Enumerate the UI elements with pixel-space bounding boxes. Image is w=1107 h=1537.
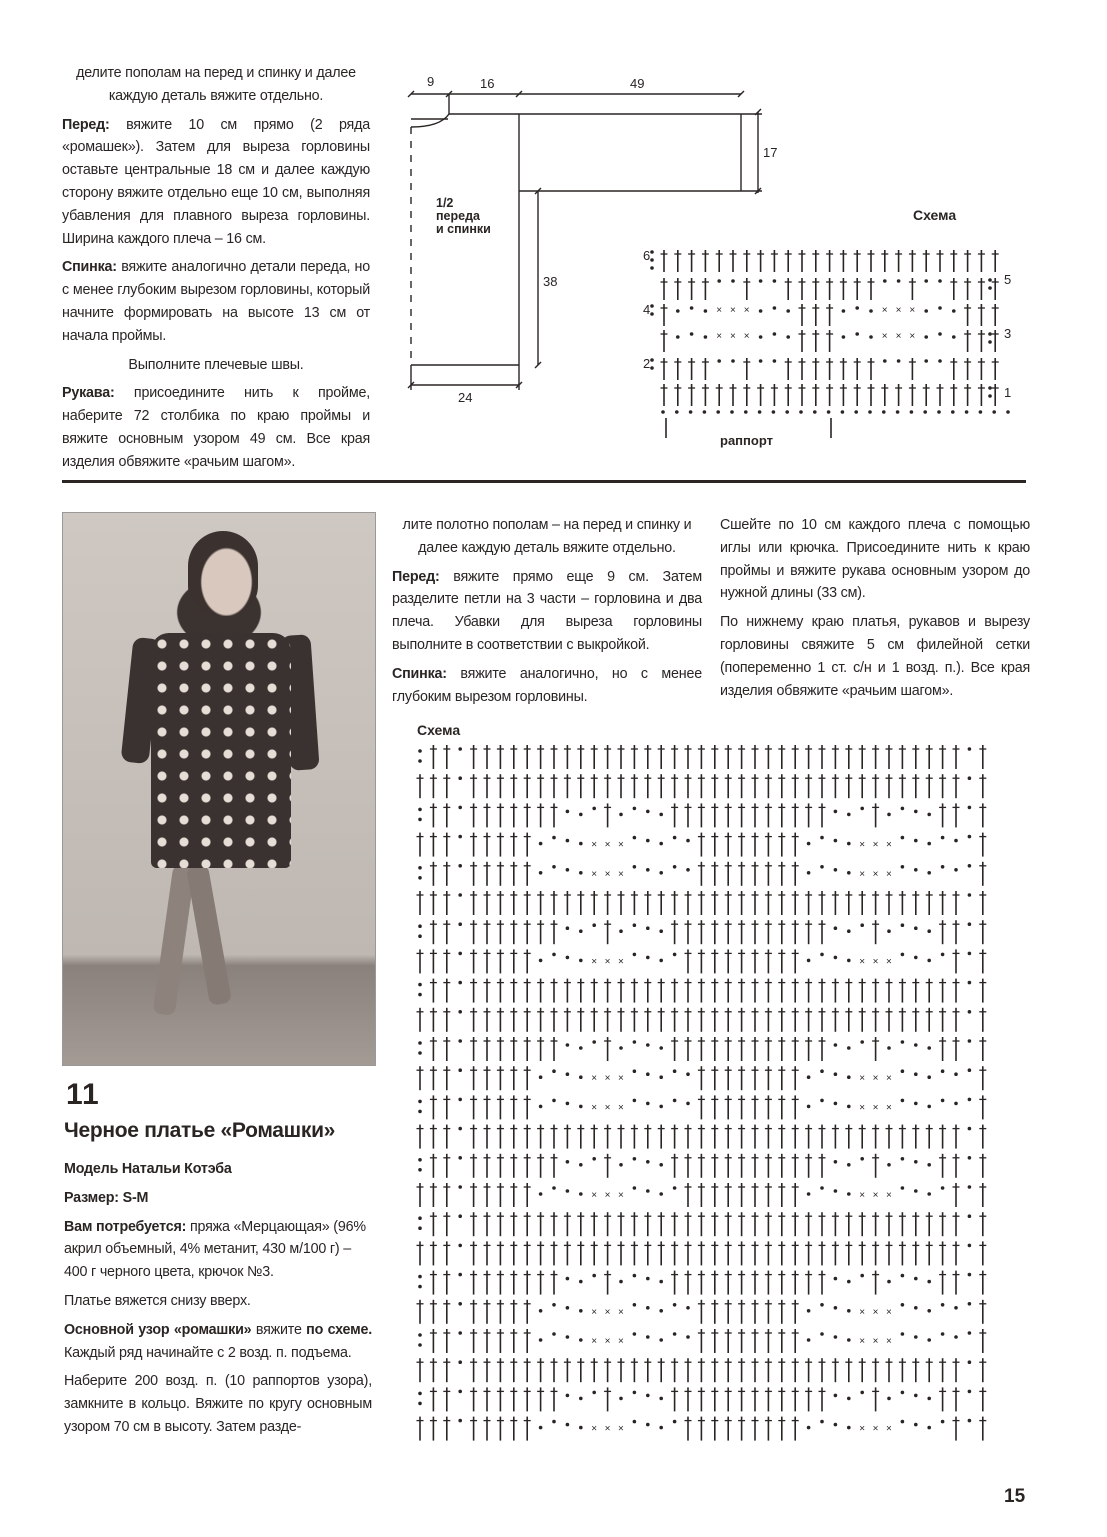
dim-body-height: 38 (543, 274, 558, 289)
body-label-fraction: 1/2 (436, 196, 454, 210)
body-label-back: и спинки (436, 222, 491, 236)
middle-continuation: лите полотно пополам – на перед и спинку и далее каждую деталь вяжите отдельно. (402, 517, 692, 556)
svg-text:×: × (743, 305, 750, 316)
bottom-right-column (720, 514, 1030, 708)
svg-text:×: × (618, 1423, 624, 1435)
large-stitch-chart (410, 745, 1000, 1445)
large-chart-symbols (410, 745, 1000, 1445)
svg-text:×: × (604, 1102, 611, 1114)
body-piece-label (436, 197, 491, 236)
svg-text:×: × (604, 956, 611, 968)
size-line (64, 1187, 372, 1210)
knit-direction: Платье вяжется снизу вверх. (64, 1292, 251, 1309)
small-chart-title: Схема (913, 207, 957, 223)
svg-text:×: × (618, 956, 624, 968)
svg-text:×: × (591, 1423, 598, 1435)
dim-sleeve-length: 49 (630, 76, 645, 91)
pattern-title: Черное платье «Ромашки» (64, 1119, 336, 1142)
svg-text:×: × (886, 868, 892, 880)
svg-text:×: × (859, 956, 866, 968)
svg-text:×: × (886, 1423, 892, 1435)
sleeves-label: Рукава: (62, 385, 115, 402)
svg-text:×: × (872, 839, 879, 851)
front-label: Перед: (62, 116, 110, 133)
svg-text:×: × (872, 868, 879, 880)
row-label-4: 4 (643, 302, 651, 317)
svg-text:×: × (618, 1102, 624, 1114)
svg-text:×: × (591, 1336, 598, 1347)
svg-text:×: × (895, 305, 902, 316)
svg-text:×: × (886, 1336, 892, 1347)
back-label: Спинка: (62, 259, 117, 276)
small-stitch-chart (640, 240, 1020, 450)
per-chart-label: по схеме. (306, 1321, 372, 1338)
svg-text:×: × (872, 1073, 879, 1085)
svg-text:×: × (591, 868, 598, 880)
svg-text:×: × (886, 956, 892, 968)
continuation-paragraph: делите пополам на перед и спинку и далее каждую деталь вяжите отдельно. (76, 65, 356, 104)
size-label: Размер: (64, 1189, 119, 1206)
svg-text:×: × (618, 868, 624, 880)
svg-text:×: × (881, 331, 888, 342)
large-chart-title: Схема (417, 722, 461, 738)
photo-head (188, 531, 258, 616)
middle-back-text: вяжите аналогично, но с менее глубоким вырезом горловины. (392, 665, 702, 705)
back-instructions (62, 256, 370, 347)
pattern-number: 11 (66, 1078, 100, 1111)
svg-text:×: × (604, 868, 611, 880)
svg-text:×: × (872, 1102, 879, 1114)
svg-text:×: × (859, 1102, 866, 1114)
svg-text:×: × (909, 305, 916, 316)
front-instructions (62, 114, 370, 251)
materials-label: Вам потребуется: (64, 1218, 187, 1235)
materials-text: пряжа «Мерцающая» (96% акрил объемный, 4% метанит, 430 м/100 г) – 400 г черного цвета, крючок №3. (64, 1218, 366, 1281)
section-divider (62, 480, 1026, 483)
right-para-2: По нижнему краю платья, рукавов и вырезу горловины свяжите 5 см филейной сетки (попеременно 1 ст. с/н и 1 возд. п.). Все края изделия обвяжите «рачьим шагом». (720, 614, 1030, 699)
svg-text:×: × (618, 1073, 624, 1085)
right-para-1: Сшейте по 10 см каждого плеча с помощью иглы или крючка. Присоедините нить к краю проймы и вяжите рукава основным узором до нужной длины (33 см). (720, 517, 1030, 602)
bottom-middle-column (392, 514, 702, 714)
main-pattern-mid: вяжите (251, 1321, 307, 1338)
top-left-column (62, 62, 370, 480)
svg-text:×: × (886, 1102, 892, 1114)
svg-text:×: × (859, 1073, 866, 1085)
middle-front (392, 566, 702, 657)
row-label-3: 3 (1004, 326, 1012, 341)
svg-text:×: × (730, 331, 736, 342)
row-label-5: 5 (1004, 272, 1012, 287)
repeat-label: раппорт (720, 433, 773, 448)
middle-back (392, 663, 702, 709)
svg-text:×: × (604, 1190, 611, 1201)
svg-text:×: × (886, 1190, 892, 1201)
svg-text:×: × (591, 1190, 598, 1201)
svg-text:×: × (886, 1306, 892, 1318)
page-number: 15 (1004, 1486, 1026, 1507)
svg-text:×: × (859, 839, 866, 851)
svg-text:×: × (591, 839, 598, 851)
svg-text:×: × (886, 1073, 892, 1085)
svg-text:×: × (618, 1190, 624, 1201)
svg-text:×: × (881, 305, 888, 316)
svg-text:×: × (872, 1336, 879, 1347)
middle-front-label: Перед: (392, 568, 440, 585)
model-author: Модель Натальи Котэба (64, 1161, 232, 1177)
svg-text:×: × (872, 956, 879, 968)
svg-text:×: × (618, 839, 624, 851)
svg-text:×: × (909, 331, 916, 342)
svg-text:×: × (604, 839, 611, 851)
size-value: S-M (122, 1189, 149, 1206)
svg-text:×: × (859, 868, 866, 880)
svg-text:×: × (591, 1102, 598, 1114)
svg-text:×: × (895, 331, 902, 342)
row-label-6: 6 (643, 248, 651, 263)
main-pattern-instructions (64, 1319, 372, 1365)
svg-text:×: × (886, 839, 892, 851)
svg-text:×: × (743, 331, 750, 342)
back-text: вяжите аналогично детали переда, но с менее глубоким вырезом горловины, который начните формировать на высоте 13 см от начала проймы. (62, 259, 370, 344)
dim-body-width: 24 (458, 390, 473, 405)
cast-on-instructions: Наберите 200 возд. п. (10 раппортов узора), замкните в кольцо. Вяжите по кругу основным узором 70 см в высоту. Затем разде- (64, 1373, 372, 1435)
svg-text:×: × (604, 1423, 611, 1435)
svg-text:×: × (591, 1073, 598, 1085)
svg-text:×: × (618, 1306, 624, 1318)
middle-back-label: Спинка: (392, 665, 447, 682)
svg-text:×: × (730, 305, 736, 316)
photo-dress (151, 633, 291, 868)
materials (64, 1216, 372, 1284)
main-pattern-label: Основной узор «ромашки» (64, 1321, 252, 1338)
dim-sleeve-width: 17 (763, 145, 778, 160)
shoulder-seams: Выполните плечевые швы. (128, 356, 304, 373)
svg-text:×: × (859, 1336, 866, 1347)
photo-leg-right (186, 864, 232, 1006)
svg-text:×: × (872, 1190, 879, 1201)
front-text: вяжите 10 см прямо (2 ряда «ромашек»). Затем для выреза горловины оставьте центральные 18 см и далее каждую сторону вяжите отдельно еще 10 см, выполняя убавления для плавного выреза горловины. Ширина каждого плеча – 16 см. (62, 116, 370, 247)
row-label-2: 2 (643, 356, 651, 371)
sleeve-instructions (62, 382, 370, 473)
svg-text:×: × (618, 1336, 624, 1347)
svg-text:×: × (604, 1306, 611, 1318)
body-label-front: переда (436, 209, 480, 223)
svg-text:×: × (872, 1306, 879, 1318)
bottom-left-column (64, 1158, 372, 1445)
svg-text:×: × (591, 1306, 598, 1318)
svg-text:×: × (604, 1336, 611, 1347)
svg-text:×: × (591, 956, 598, 968)
sleeves-text: присоедините нить к пройме, наберите 72 столбика по краю проймы и вяжите основным узором 49 см. Все края изделия обвяжите «рачьим шагом». (62, 385, 370, 470)
svg-text:×: × (859, 1190, 866, 1201)
svg-text:×: × (716, 331, 723, 342)
svg-text:×: × (716, 305, 723, 316)
row-label-1: 1 (1004, 385, 1012, 400)
svg-text:×: × (859, 1306, 866, 1318)
middle-front-text: вяжите прямо еще 9 см. Затем разделите петли на 3 части – горловина и два плеча. Убавки для выреза горловины выполните в соответствии с выкройкой. (392, 568, 702, 653)
svg-text:×: × (859, 1423, 866, 1435)
main-pattern-text: Каждый ряд начинайте с 2 возд. п. подъема. (64, 1344, 352, 1361)
svg-text:×: × (872, 1423, 879, 1435)
model-photo (62, 512, 376, 1066)
dim-neck: 9 (427, 74, 435, 89)
svg-text:×: × (604, 1073, 611, 1085)
dim-shoulder: 16 (480, 76, 495, 91)
small-chart-symbols (640, 240, 1020, 450)
